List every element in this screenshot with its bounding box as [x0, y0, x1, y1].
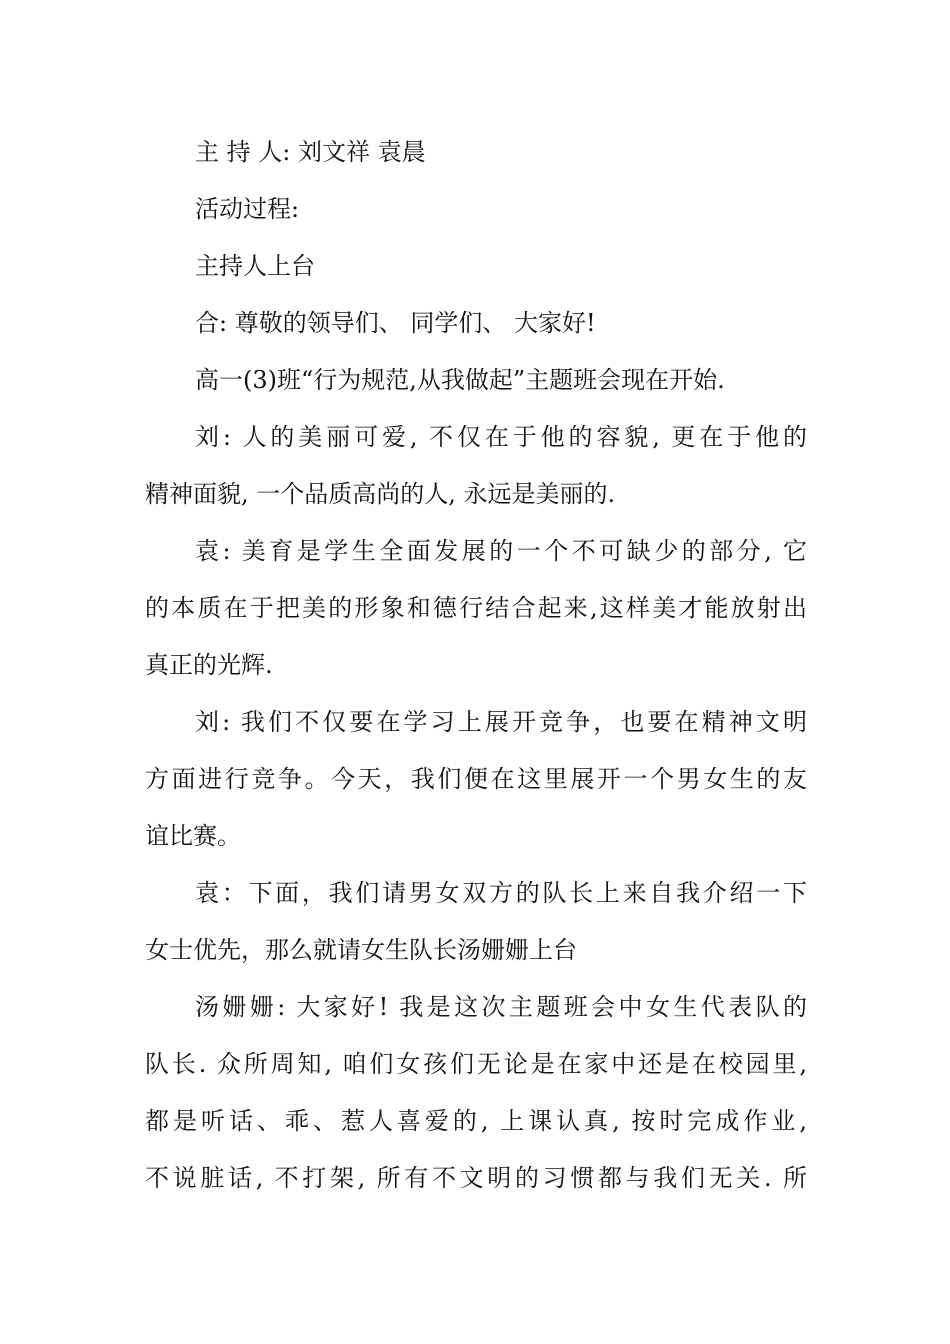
opening-line: 高一(3)班“行为规范,从我做起”主题班会现在开始. — [195, 366, 725, 394]
paragraph-line: 刘: 人的美丽可爱, 不仅在于他的容貌, 更在于他的 — [195, 423, 807, 451]
greeting-line: 合: 尊敬的领导们、 同学们、 大家好! — [195, 309, 596, 337]
paragraph-line: 都是听话、乖、惹人喜爱的, 上课认真, 按时完成作业, — [145, 1107, 807, 1135]
paragraph-line: 女士优先，那么就请女生队长汤姗姗上台 — [145, 936, 577, 964]
host-on-stage-line: 主持人上台 — [195, 252, 315, 280]
paragraph-line: 真正的光辉. — [145, 651, 273, 679]
paragraph-line: 队长. 众所周知, 咱们女孩们无论是在家中还是在校园里, — [145, 1050, 807, 1078]
paragraph-line: 袁: 美育是学生全面发展的一个不可缺少的部分, 它 — [195, 537, 807, 565]
paragraph-line: 汤姗姗: 大家好! 我是这次主题班会中女生代表队的 — [195, 993, 807, 1021]
paragraph-line: 精神面貌, 一个品质高尚的人, 永远是美丽的. — [145, 480, 616, 508]
paragraph-line: 的本质在于把美的形象和德行结合起来,这样美才能放射出 — [145, 594, 807, 622]
paragraph-line: 袁：下面，我们请男女双方的队长上来自我介绍一下 — [195, 879, 807, 907]
paragraph-line: 谊比赛。 — [145, 822, 241, 850]
paragraph-line: 不说脏话, 不打架, 所有不文明的习惯都与我们无关. 所 — [145, 1164, 807, 1192]
process-heading: 活动过程: — [195, 195, 300, 223]
paragraph-line: 刘: 我们不仅要在学习上展开竞争，也要在精神文明 — [195, 708, 807, 736]
paragraph-line: 方面进行竞争。今天，我们便在这里展开一个男女生的友 — [145, 765, 807, 793]
host-line: 主 持 人: 刘文祥 袁晨 — [195, 138, 426, 166]
